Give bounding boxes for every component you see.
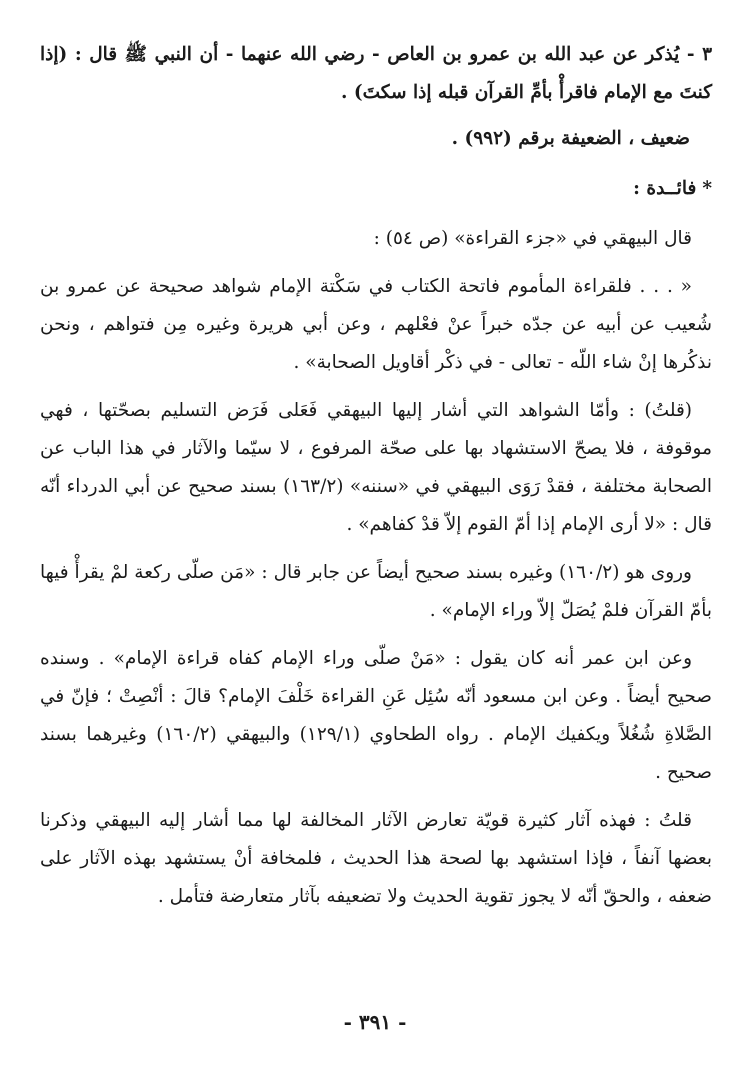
- hadith-grade: ضعيف ، الضعيفة برقم (٩٩٢) .: [451, 128, 690, 149]
- paragraph-bayhaqi-intro: قال البيهقي في «جزء القراءة» (ص ٥٤) :: [373, 228, 692, 249]
- paragraph-jabir: وروى هو (١٦٠/٢) وغيره بسند صحيح أيضاً عن جابر قال : «مَن صلّى ركعة لمْ يقرأْ فيها بأمّ القرآن فلمْ يُصَلّ إلاّ وراء الإمام» .: [40, 562, 712, 621]
- page-number: - ٣٩١ -: [343, 1010, 407, 1034]
- hadith-text: ٣ - يُذكر عن عبد الله بن عمرو بن العاص - رضي الله عنهما - أن النبي ﷺ قال : (إذا كنتَ مع الإمام فاقرأْ بأمِّ القرآن قبله إذا سكتَ) .: [40, 44, 712, 103]
- page-body: [40, 36, 712, 916]
- paragraph-ibn-umar: وعن ابن عمر أنه كان يقول : «مَنْ صلّى وراء الإمام كفاه قراءة الإمام» . وسنده صحيح أيضاً . وعن ابن مسعود أنّه سُئِل عَنِ القراءة خَلْفَ الإمام؟ قالَ : أنْصِتْ ؛ فإنّ في الصَّلاةِ شُغُلاً ويكفيك الإمام . رواه الطحاوي (١٢٩/١) والبيهقي (١٦٠/٢) وغيرهما بسند صحيح .: [40, 648, 712, 783]
- faida-title: فائــدة :: [633, 178, 697, 199]
- faida-heading: [40, 170, 712, 208]
- star-icon: *: [702, 178, 712, 199]
- paragraph-qultu-2: قلتُ : فهذه آثار كثيرة قويّة تعارض الآثار المخالفة لها مما أشار إليه البيهقي وذكرنا بعضها آنفاً ، فإذا استشهد بها لصحة هذا الحديث ، فلمخافة أنْ يستشهد بهذه الآثار على ضعفه ، والحقّ أنّه لا يجوز تقوية الحديث ولا تضعيفه بآثار متعارضة فتأمل .: [40, 810, 712, 907]
- paragraph-qultu-1: (قلتُ) : وأمّا الشواهد التي أشار إليها البيهقي فَعَلى فَرَض التسليم بصحّتها ، فهي موقوفة ، فلا يصحّ الاستشهاد بها على صحّة المرفوع ، لا سيّما والآثار في هذا الباب عن الصحابة مختلفة ، فقدْ رَوَى البيهقي في «سننه» (١٦٣/٢) بسند صحيح عن أبي الدرداء أنّه قال : «لا أرى الإمام إذا أمّ القوم إلاّ قدْ كفاهم» .: [40, 400, 712, 535]
- paragraph-bayhaqi-quote: « . . . فلقراءة المأموم فاتحة الكتاب في سَكْتة الإمام شواهد صحيحة عن عمرو بن شُعيب عن أبيه عن جدّه خبراً عنْ فعْلهم ، وعن أبي هريرة وغيره مِن فتواهم ، ونحن نذكُرها إنْ شاء اللّه - تعالى - في ذكْر أقاويل الصحابة» .: [40, 276, 712, 373]
